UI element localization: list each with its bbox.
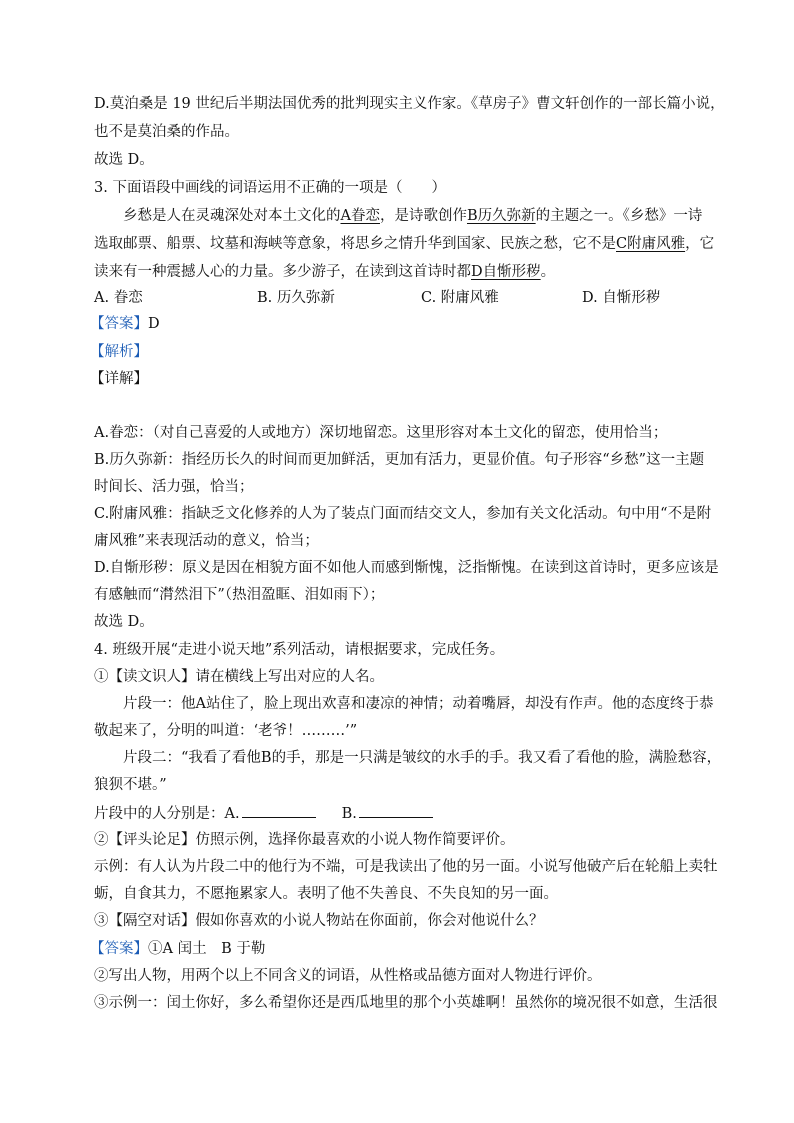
q3-explain-a: A.眷恋：（对自己喜爱的人或地方）深切地留恋。这里形容对本土文化的留恋，使用恰当； xyxy=(94,425,668,441)
option-d-explanation-line2: 也不是莫泊桑的作品。 xyxy=(94,124,239,140)
q3-answer: 【答案】D xyxy=(90,316,160,332)
q3-option-c: C. 附庸风雅 xyxy=(421,290,499,306)
question-3-stem: 3. 下面语段中画线的词语运用不正确的一项是（ ） xyxy=(94,180,446,196)
q3-select: 故选 D。 xyxy=(94,614,154,630)
q4-fragment1-line2: 敬起来了，分明的叫道：‘老爷！………’” xyxy=(94,723,358,739)
analysis-tag: 【解析】 xyxy=(90,344,148,360)
q4-answer-line3: ③示例一：闰土你好，多么希望你还是西瓜地里的那个小英雄啊！虽然你的境况很不如意，生活很 xyxy=(94,995,718,1011)
q4-answer-line1: 【答案】①A 闰土 B 于勒 xyxy=(90,941,266,957)
q4-task1: ①【读文识人】请在横线上写出对应的人名。 xyxy=(94,669,384,685)
q4-fragment2-line1: 片段二：“我看了看他B的手，那是一只满是皱纹的水手的手。我又看了看他的脸，满脸愁容， xyxy=(123,750,722,766)
answer-select-previous: 故选 D。 xyxy=(94,152,154,168)
blank-b xyxy=(359,803,433,818)
detail-tag: 【详解】 xyxy=(90,371,148,387)
underlined-b: B历久弥新 xyxy=(466,208,536,224)
q3-explain-c2: 庸风雅”来表现活动的意义，恰当； xyxy=(94,533,319,549)
answer-tag: 【答案】 xyxy=(90,316,148,332)
q3-option-b: B. 历久弥新 xyxy=(257,290,335,306)
q3-explain-c1: C.附庸风雅：指缺乏文化修养的人为了装点门面而结交文人，参加有关文化活动。句中用“不是附 xyxy=(94,506,712,522)
q4-answer-line2: ②写出人物，用两个以上不同含义的词语，从性格或品德方面对人物进行评价。 xyxy=(94,968,602,984)
q4-fragment2-line2: 狼狈不堪。” xyxy=(94,777,167,793)
q3-passage-line3: 读来有一种震撼人心的力量。多少游子，在读到这首诗时都D自惭形秽。 xyxy=(94,264,556,280)
question-4-stem: 4. 班级开展“走进小说天地”系列活动，请根据要求，完成任务。 xyxy=(94,642,505,658)
q3-explain-d1: D.自惭形秽：原义是因在相貌方面不如他人而感到惭愧，泛指惭愧。在读到这首诗时，更多应该是 xyxy=(94,560,719,576)
q4-example-line1: 示例：有人认为片段二中的他行为不端，可是我读出了他的另一面。小说写他破产后在轮船上卖牡 xyxy=(94,859,718,875)
q3-explain-b1: B.历久弥新：指经历长久的时间而更加鲜活，更加有活力，更显价值。句子形容“乡愁”这一主题 xyxy=(94,452,705,468)
q4-task2: ②【评头论足】仿照示例，选择你最喜欢的小说人物作简要评价。 xyxy=(94,832,515,848)
q4-names-line: 片段中的人分别是：A. B. xyxy=(94,803,433,824)
q3-explain-b2: 时间长、活力强，恰当； xyxy=(94,479,254,495)
q3-option-d: D. 自惭形秽 xyxy=(582,290,661,306)
q3-option-a: A. 眷恋 xyxy=(94,290,143,306)
blank-a xyxy=(242,803,316,818)
q3-explain-d2: 有感触而“潸然泪下”（热泪盈眶、泪如雨下）； xyxy=(94,587,385,603)
option-d-explanation-line1: D.莫泊桑是 19 世纪后半期法国优秀的批判现实主义作家。《草房子》曹文轩创作的一部长篇小说， xyxy=(94,96,725,112)
q3-passage-line1: 乡愁是人在灵魂深处对本土文化的A眷恋，是诗歌创作B历久弥新的主题之一。《乡愁》一诗 xyxy=(123,208,703,224)
underlined-a: A眷恋 xyxy=(340,208,380,224)
q4-task3: ③【隔空对话】假如你喜欢的小说人物站在你面前，你会对他说什么？ xyxy=(94,913,544,929)
underlined-d: D自惭形秽 xyxy=(471,264,541,280)
q3-passage-line2: 选取邮票、船票、坟墓和海峡等意象，将思乡之情升华到国家、民族之愁，它不是C附庸风雅，它 xyxy=(94,236,715,252)
underlined-c: C附庸风雅 xyxy=(616,236,686,252)
answer-tag-q4: 【答案】 xyxy=(90,941,148,957)
q4-fragment1-line1: 片段一：他A站住了，脸上现出欢喜和凄凉的神情；动着嘴唇，却没有作声。他的态度终于恭 xyxy=(123,696,714,712)
q4-example-line2: 蛎，自食其力，不愿拖累家人。表明了他不失善良、不失良知的另一面。 xyxy=(94,886,558,902)
